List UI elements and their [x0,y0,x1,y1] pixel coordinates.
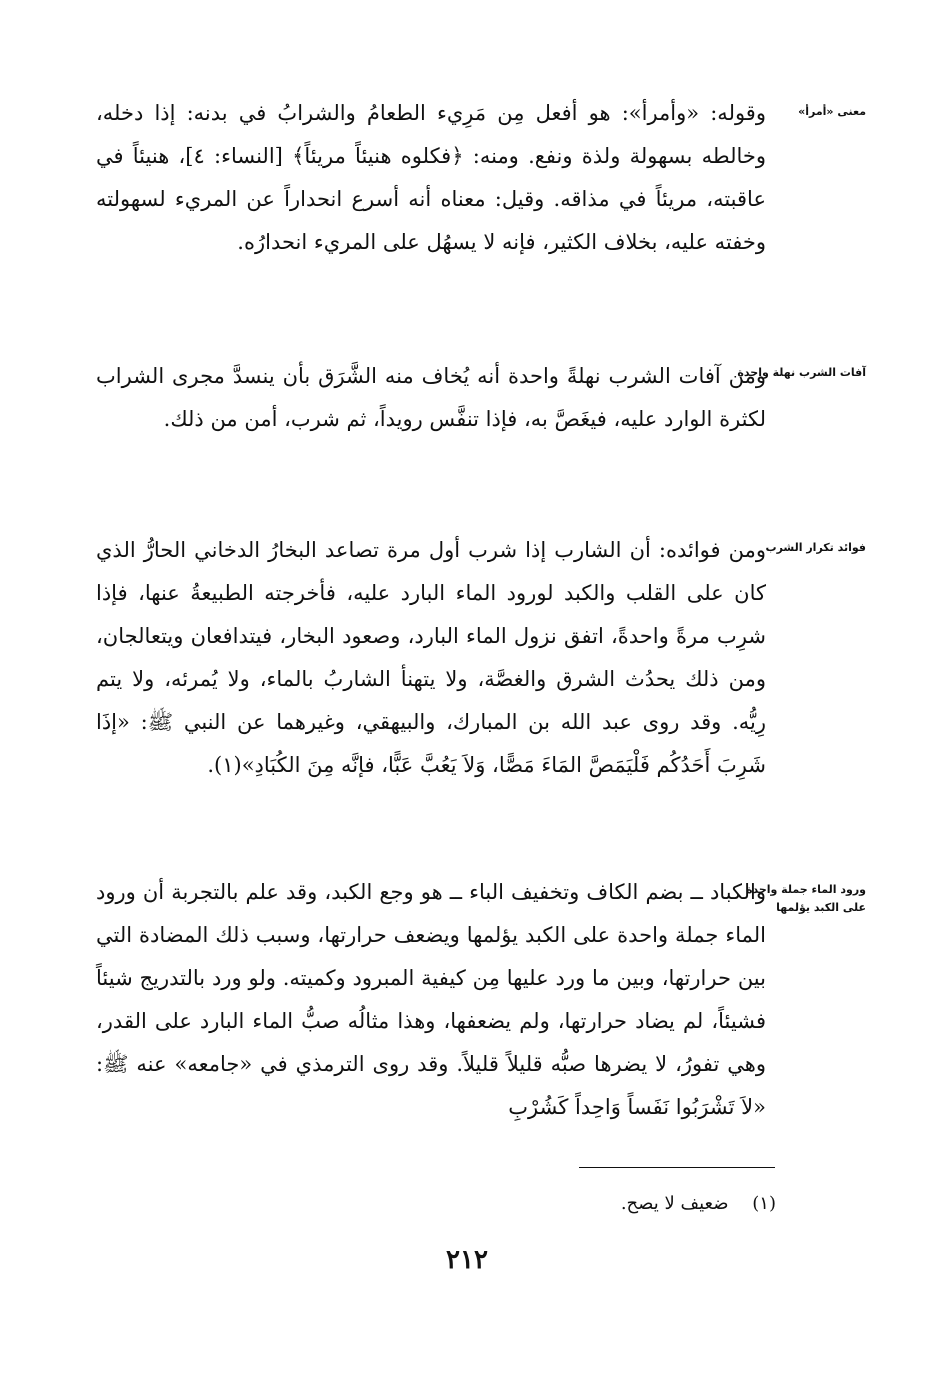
footnote-number: (١) [752,1193,776,1214]
paragraph: ومن فوائده: أن الشارب إذا شرب أول مرة تصاعد البخارُ الدخاني الحارُّ الذي كان على القلب والكبد لورود الماء البارد عليه، فأخرجته الطبيعةُ عنها، فإذا شرِب مرةً واحدةً، اتفق نزول الماء البارد، وصعود البخار، فيتدافعان ويتعالجان، ومن ذلك يحدُث الشرق والغصَّة، ولا يتهنأ الشاربُ بالماء، ولا يُمرئه، ولا يتم رِيُّه. وقد روى عبد الله بن المبارك، والبيهقي، وغيرهما عن النبي ﷺ: «إذَا شَرِبَ أَحَدُكُم فَلْيَمَصَّ المَاءَ مَصًّا، وَلاَ يَعُبَّ عَبًّا، فإنَّه مِنَ الكُبَادِ»(١). [96,538,766,777]
margin-note: فوائد تكرار الشرب [765,541,866,554]
margin-note: ورود الماء جملة واحدة على الكبد يؤلمها [745,883,866,914]
footnote [621,1190,776,1218]
page-number: ٢١٢ [446,1245,488,1275]
paragraph: ومن آفات الشرب نهلةً واحدة أنه يُخاف منه الشَّرَق بأن ينسدَّ مجرى الشراب لكثرة الوارد عليه، فيغَصَّ به، فإذا تنفَّس رويداً، ثم شرب، أمن من ذلك. [96,364,766,431]
footnote-separator [579,1167,775,1168]
margin-note: آفات الشرب نهلة واحدة [737,366,866,379]
paragraph: وقوله: «وأمرأ»: هو أفعل مِن مَرِيء الطعامُ والشرابُ في بدنه: إذا دخله، وخالطه بسهولة ولذة ونفع. ومنه: ﴿فكلوه هنيئاً مريئاً﴾ [النساء: ٤]، هنيئاً في عاقبته، مريئاً في مذاقه. وقيل: معناه أنه أسرع انحداراً عن المريء لسهولته وخفته عليه، بخلاف الكثير، فإنه لا يسهُل على المريء انحدارُه. [96,101,766,254]
margin-note: معنى «أمرأ» [798,105,866,118]
footnote-text: ضعيف لا يصح. [620,1193,729,1214]
paragraph: والكباد ــ بضم الكاف وتخفيف الباء ــ هو وجع الكبد، وقد علم بالتجربة أن ورود الماء جملة واحدة على الكبد يؤلمها ويضعف حرارتها، وسبب ذلك المضادة التي بين حرارتها، وبين ما ورد عليها مِن كيفية المبرود وكميته. ولو ورد بالتدريج شيئاً فشيئاً، لم يضاد حرارتها، ولم يضعفها، وهذا مثالُه صبُّ الماء البارد على القدر، وهي تفورُ، لا يضرها صبُّه قليلاً قليلاً. وقد روى الترمذي في «جامعه» عنه ﷺ: «لاَ تَشْرَبُوا نَفَساً وَاحِداً كَشُرْبِ [96,880,766,1119]
